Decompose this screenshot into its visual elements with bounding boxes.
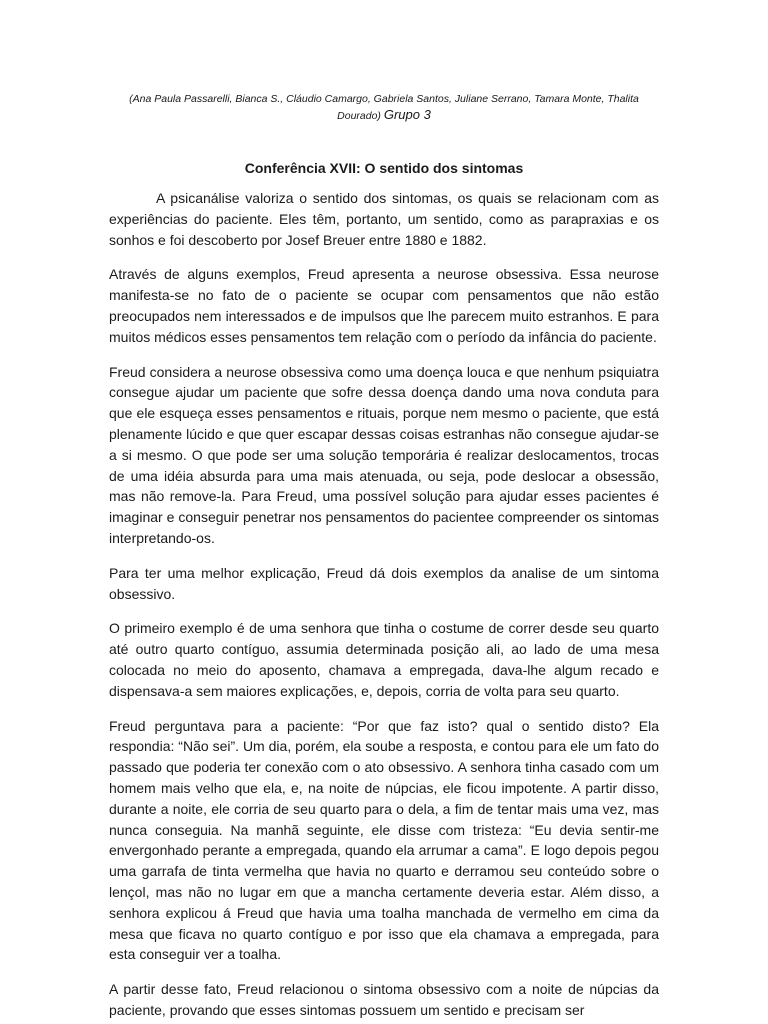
paragraph: Freud considera a neurose obsessiva como uma doença louca e que nenhum psiquiatra consegue ajudar um paciente que sofre dessa doença dando uma nova conduta para que ele esqueça esses pensamentos e rituais, porque nem mesmo o paciente, que está plenamente lúcido e que quer escapar dessas coisas estranhas não consegue ajudar-se a si mesmo. O que pode ser uma solução temporária é realizar deslocamentos, trocas de uma idéia absurda para uma mais atenuada, ou seja, pode deslocar a obsessão, mas não remove-la. Para Freud, uma possível solução para ajudar esses pacientes é imaginar e conseguir penetrar nos pensamentos do pacientee compreender os sintomas interpretando-os.	[109, 363, 659, 546]
paragraph: Freud perguntava para a paciente: “Por que faz isto? qual o sentido disto? Ela respondia: “Não sei”. Um dia, porém, ela soube a resposta, e contou para ele um fato do passado que poderia ter conexão com o ato obsessivo. A senhora tinha casado com um homem mais velho que ela, e, na noite de núpcias, ele ficou impotente. A partir disso, durante a noite, ele corria de seu quarto para o dela, a fim de tentar mais uma vez, mas nunca conseguia. Na manhã seguinte, ele disse com tristeza: “Eu devia sentir-me envergonhado perante a empregada, quando ela arrumar a cama”. E logo depois pegou uma garrafa de tinta vermelha que havia no quarto e derramou seu conteúdo sobre o lençol, mas não no lugar em que a mancha certamente deveria estar. Além disso, a senhora explicou á Freud que havia uma toalha manchada de vermelho em cima da mesa que ficava no quarto contíguo e por isso que ela chamava a empregada, para esta conseguir ver a toalha.	[109, 717, 659, 963]
document-title: Conferência XVII: O sentido dos sintomas	[244, 160, 524, 176]
paragraph: O primeiro exemplo é de uma senhora que tinha o costume de correr desde seu quarto até outro quarto contíguo, assumia determinada posição ali, ao lado de uma mesa colocada no meio do aposento, chamava a empregada, dava-lhe algum recado e dispensava-a sem maiores explicações, e, depois, corria de volta para seu quarto.	[109, 620, 659, 699]
paragraph: A partir desse fato, Freud relacionou o sintoma obsessivo com a noite de núpcias da paciente, provando que esses sintomas possuem um sentido e precisam ser	[109, 981, 659, 1018]
authors-line	[109, 91, 659, 124]
group-label: Grupo 3	[383, 107, 431, 122]
paragraph: Através de alguns exemplos, Freud apresenta a neurose obsessiva. Essa neurose manifesta-se no fato de o paciente se ocupar com pensamentos que não estão preocupados nem interessados e de impulsos que lhe parecem muito estranhos. E para muitos médicos esses pensamentos tem relação com o período da infância do paciente.	[109, 266, 659, 345]
paragraph: A psicanálise valoriza o sentido dos sintomas, os quais se relacionam com as experiências do paciente. Eles têm, portanto, um sentido, como as parapraxias e os sonhos e foi descoberto por Josef Breuer entre 1880 e 1882.	[109, 190, 659, 248]
document-body	[109, 188, 659, 1021]
authors-names: (Ana Paula Passarelli, Bianca S., Cláudio Camargo, Gabriela Santos, Juliane Serrano, Tamara Monte, Thalita Dourado)	[129, 93, 639, 122]
paragraph: Para ter uma melhor explicação, Freud dá dois exemplos da analise de um sintoma obsessivo.	[109, 564, 659, 602]
